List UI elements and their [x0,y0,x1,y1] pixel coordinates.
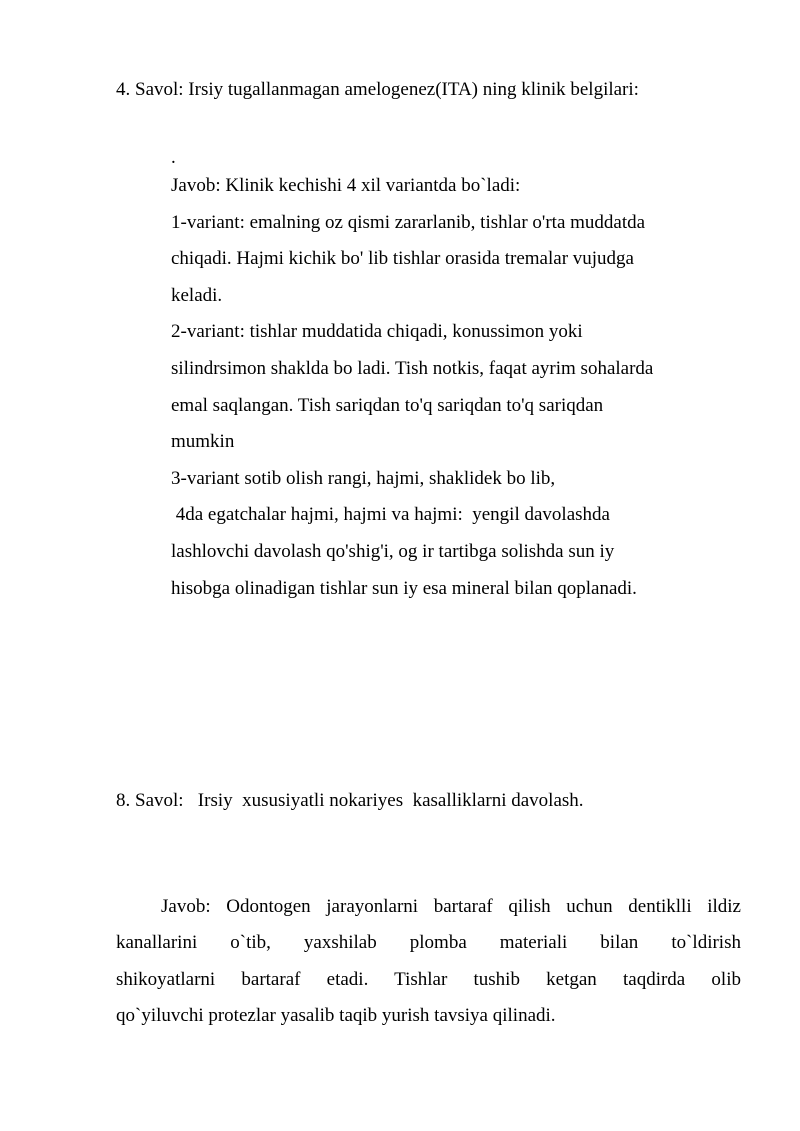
answer-4-line: emal saqlangan. Tish sariqdan to'q sariqdan to'q sariqdan [171,394,604,416]
question-4-answer [171,168,751,607]
answer-4-line: keladi. [171,284,223,306]
answer-8-line: kanallarini o`tib, yaxshilab plomba materiali bilan to`ldirish [116,932,741,954]
answer-4-line: 1-variant: emalning oz qismi zararlanib, tishlar o'rta muddatda [171,211,646,233]
answer-4-line: 4da egatchalar hajmi, hajmi va hajmi: yengil davolashda [171,504,610,526]
answer-4-line: hisobga olinadigan tishlar sun iy esa mineral bilan qoplanadi. [171,577,637,599]
answer-8-line: Javob: Odontogen jarayonlarni bartaraf qilish uchun dentiklli ildiz [161,896,741,917]
question-8-answer [116,889,741,1035]
answer-4-line: Javob: Klinik kechishi 4 xil variantda bo`ladi: [171,175,521,196]
answer-4-line: 3-variant sotib olish rangi, hajmi, shaklidek bo lib, [171,467,556,489]
answer-4-line: chiqadi. Hajmi kichik bo' lib tishlar orasida tremalar vujudga [171,248,634,270]
answer-8-line: shikoyatlarni bartaraf etadi. Tishlar tushib ketgan taqdirda olib [116,968,741,990]
answer-4-line: 2-variant: tishlar muddatida chiqadi, konussimon yoki [171,321,583,343]
answer-8-line: qo`yiluvchi protezlar yasalib taqib yurish tavsiya qilinadi. [116,1005,556,1027]
answer-4-line: silindrsimon shaklda bo ladi. Tish notkis, faqat ayrim sohalarda [171,357,654,379]
question-4-heading: 4. Savol: Irsiy tugallanmagan amelogenez(ITA) ning klinik belgilari: [116,79,639,100]
answer-4-line: lashlovchi davolash qo'shig'i, og ir tartibga solishda sun iy [171,540,615,562]
question-8-heading: 8. Savol: Irsiy xususiyatli nokariyes kasalliklarni davolash. [116,790,584,811]
answer-4-line: mumkin [171,431,235,453]
stray-dot: . [171,147,176,168]
